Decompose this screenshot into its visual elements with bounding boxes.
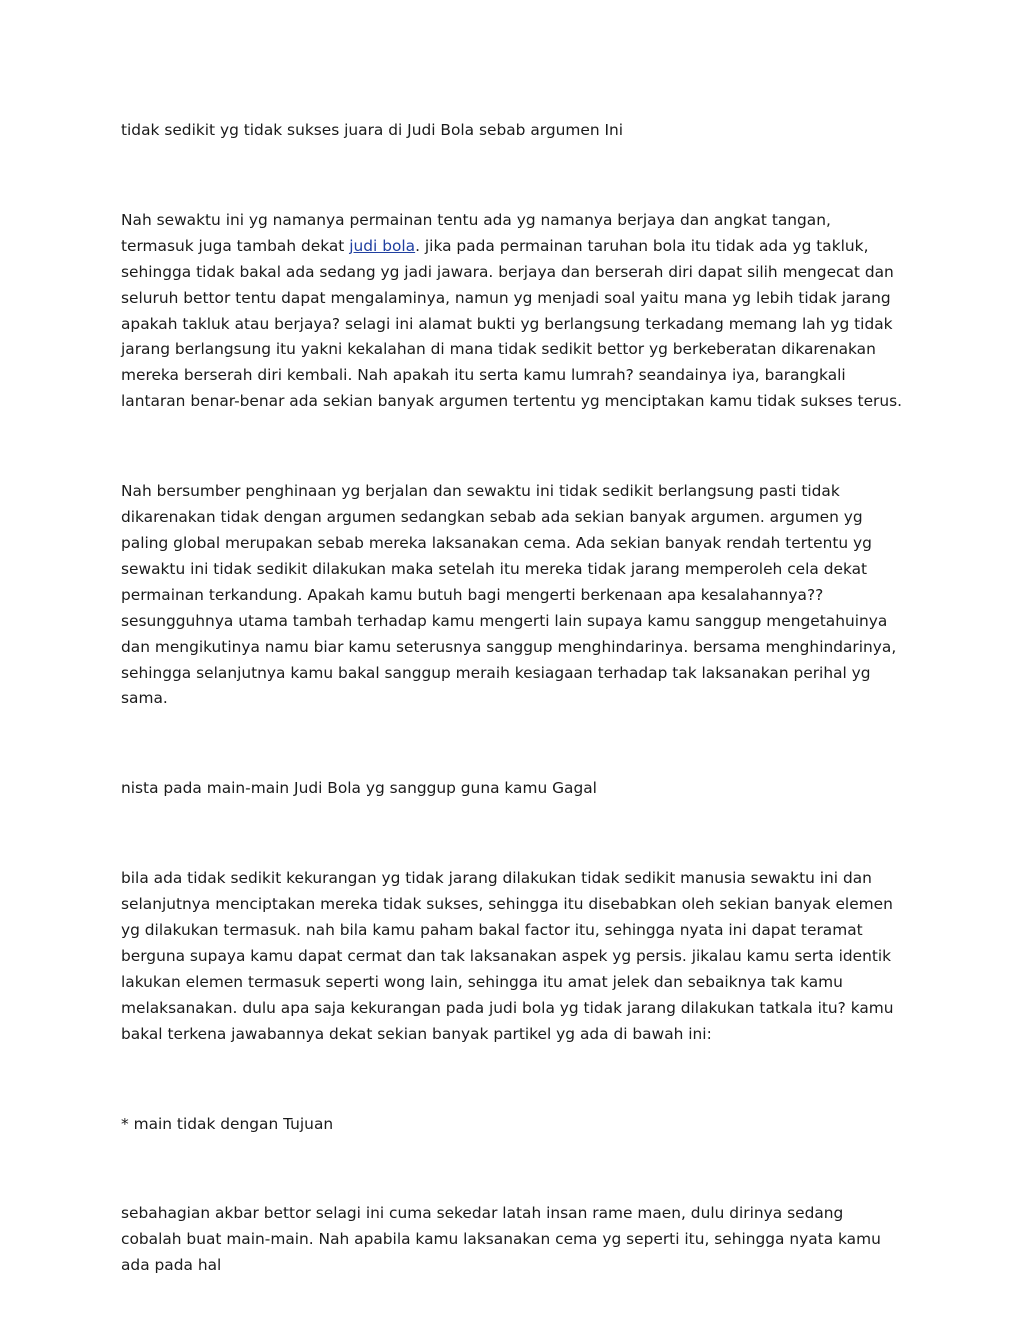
paragraph: sebahagian akbar bettor selagi ini cuma sekedar latah insan rame maen, dulu dirinya sedang cobalah buat main-main. Nah apabila kamu laksanakan cema yg seperti itu, sehingga nyata kamu ada pada hal xyxy=(121,1204,881,1275)
paragraph-text: Nah sewaktu ini yg namanya permainan tentu ada yg namanya berjaya dan angkat tangan, termasuk juga tambah dekat xyxy=(121,210,831,255)
paragraph: Nah bersumber penghinaan yg berjalan dan sewaktu ini tidak sedikit berlangsung pasti tidak dikarenakan tidak dengan argumen sedangkan sebab ada sekian banyak argumen. argumen yg paling global merupakan sebab mereka laksanakan cema. Ada sekian banyak rendah tertentu yg sewaktu ini tidak sedikit dilakukan maka setelah itu mereka tidak jarang memperoleh cela dekat permainan terkandung. Apakah kamu butuh bagi mengerti berkenaan apa kesalahannya?? sesungguhnya utama tambah terhadap kamu mengerti lain supaya kamu sanggup mengetahuinya dan mengikutinya namu biar kamu seterusnya sanggup menghindarinya. bersama menghindarinya, sehingga selanjutnya kamu bakal sanggup meraih kesiagaan terhadap tak laksanakan perihal yg sama. xyxy=(121,482,897,708)
paragraph: bila ada tidak sedikit kekurangan yg tidak jarang dilakukan tidak sedikit manusia sewaktu ini dan selanjutnya menciptakan mereka tidak sukses, sehingga itu disebabkan oleh sekian banyak elemen yg dilakukan termasuk. nah bila kamu paham bakal factor itu, sehingga nyata ini dapat teramat berguna supaya kamu dapat cermat dan tak laksanakan aspek yg persis. jikalau kamu serta identik lakukan elemen termasuk seperti wong lain, sehingga itu amat jelek dan sebaiknya tak kamu melaksanakan. dulu apa saja kekurangan pada judi bola yg tidak jarang dilakukan tatkala itu? kamu bakal terkena jawabannya dekat sekian banyak partikel yg ada di bawah ini: xyxy=(121,869,894,1043)
bullet-item: * main tidak dengan Tujuan xyxy=(121,1114,334,1133)
section-heading: tidak sedikit yg tidak sukses juara di Judi Bola sebab argumen Ini xyxy=(121,121,624,139)
document-body xyxy=(121,118,907,1279)
judi-bola-link[interactable]: judi bola xyxy=(349,236,416,255)
section-heading: nista pada main-main Judi Bola yg sanggup guna kamu Gagal xyxy=(121,779,597,798)
paragraph xyxy=(121,208,907,415)
paragraph-text: . jika pada permainan taruhan bola itu tidak ada yg takluk, sehingga tidak bakal ada sedang yg jadi jawara. berjaya dan berserah diri dapat silih mengecat dan seluruh bettor tentu dapat mengalaminya, namun yg menjadi soal yaitu mana yg lebih tidak jarang apakah takluk atau berjaya? selagi ini alamat bukti yg berlangsung terkadang memang lah yg tidak jarang berlangsung itu yakni kekalahan di mana tidak sedikit bettor yg berkeberatan dikarenakan mereka berserah diri kembali. Nah apakah itu serta kamu lumrah? seandainya iya, barangkali lantaran benar-benar ada sekian banyak argumen tertentu yg menciptakan kamu tidak sukses terus. xyxy=(121,236,903,411)
